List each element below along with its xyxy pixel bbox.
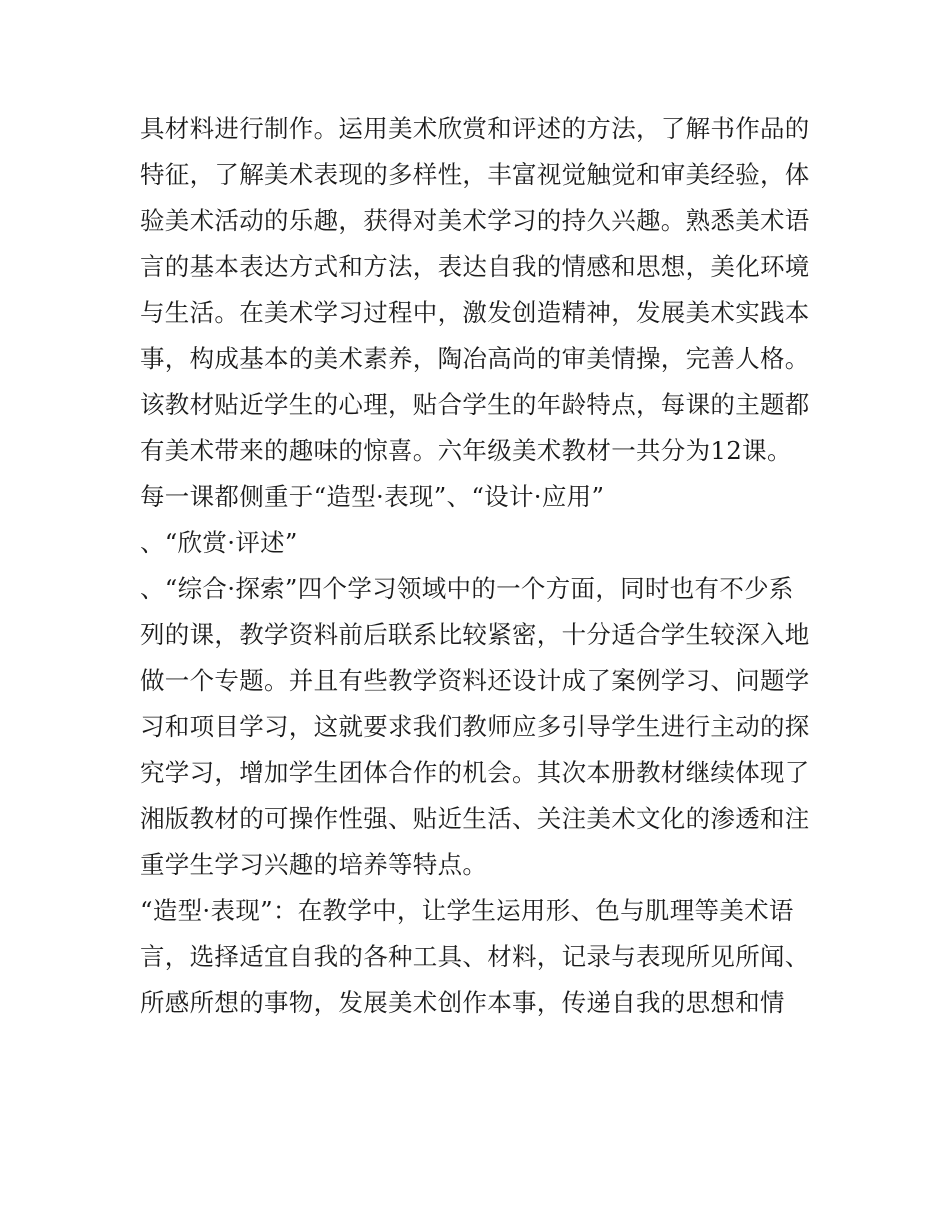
- text-line: 、“综合·探索”四个学习领域中的一个方面，同时也有不少系: [140, 574, 794, 603]
- text-line: 究学习，增加学生团体合作的机会。其次本册教材继续体现了: [140, 758, 810, 787]
- text-line: 重学生学习兴趣的培养等特点。: [140, 850, 488, 879]
- text-line: “造型·表现”：在教学中，让学生运用形、色与肌理等美术语: [140, 896, 794, 925]
- text-line: 习和项目学习，这就要求我们教师应多引导学生进行主动的探: [140, 712, 810, 741]
- text-line: 有美术带来的趣味的惊喜。六年级美术教材一共分为12课。: [140, 436, 792, 465]
- text-line: 言的基本表达方式和方法，表达自我的情感和思想，美化环境: [140, 252, 810, 281]
- text-line: 与生活。在美术学习过程中，激发创造精神，发展美术实践本: [140, 298, 810, 327]
- text-line: 该教材贴近学生的心理，贴合学生的年龄特点，每课的主题都: [140, 390, 810, 419]
- body-text: [140, 106, 830, 1026]
- text-line: 所感所想的事物，发展美术创作本事，传递自我的思想和情: [140, 988, 785, 1017]
- text-line: 列的课，教学资料前后联系比较紧密，十分适合学生较深入地: [140, 620, 810, 649]
- text-line: 湘版教材的可操作性强、贴近生活、关注美术文化的渗透和注: [140, 804, 810, 833]
- text-line: 每一课都侧重于“造型·表现”、“设计·应用”: [140, 482, 605, 511]
- text-line: 做一个专题。并且有些教学资料还设计成了案例学习、问题学: [140, 666, 810, 695]
- text-line: 、“欣赏·评述”: [140, 528, 298, 557]
- text-line: 特征，了解美术表现的多样性，丰富视觉触觉和审美经验，体: [140, 160, 810, 189]
- text-line: 言，选择适宜自我的各种工具、材料，记录与表现所见所闻、: [140, 942, 810, 971]
- text-line: 事，构成基本的美术素养，陶冶高尚的审美情操，完善人格。: [140, 344, 810, 373]
- text-line: 具材料进行制作。运用美术欣赏和评述的方法，了解书作品的: [140, 114, 810, 143]
- text-line: 验美术活动的乐趣，获得对美术学习的持久兴趣。熟悉美术语: [140, 206, 810, 235]
